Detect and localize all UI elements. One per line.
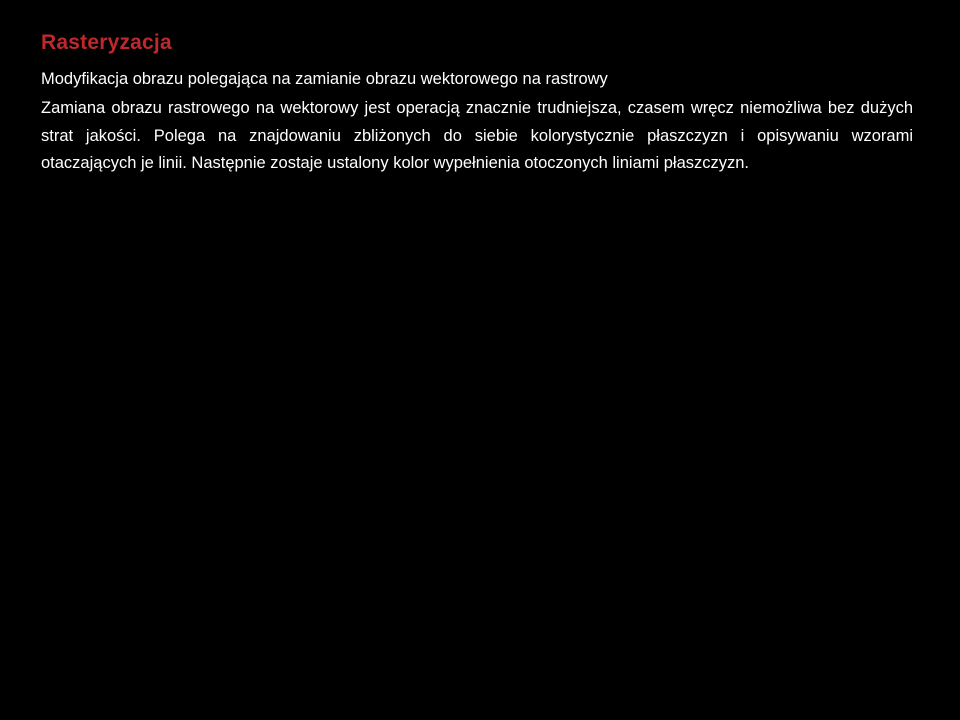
slide-title: Rasteryzacja [41,31,172,54]
definition-paragraph: Modyfikacja obrazu polegająca na zamianie obrazu wektorowego na rastrowy [41,70,608,88]
description-paragraph: Zamiana obrazu rastrowego na wektorowy jest operacją znacznie trudniejsza, czasem wręcz niemożliwa bez dużych strat jakości. Polega na znajdowaniu zbliżonych do siebie kolorystycznie płaszczyzn i opisywaniu wzorami otaczających je linii. Następnie zostaje ustalony kolor wypełnienia otoczonych liniami płaszczyzn. [41,99,913,172]
